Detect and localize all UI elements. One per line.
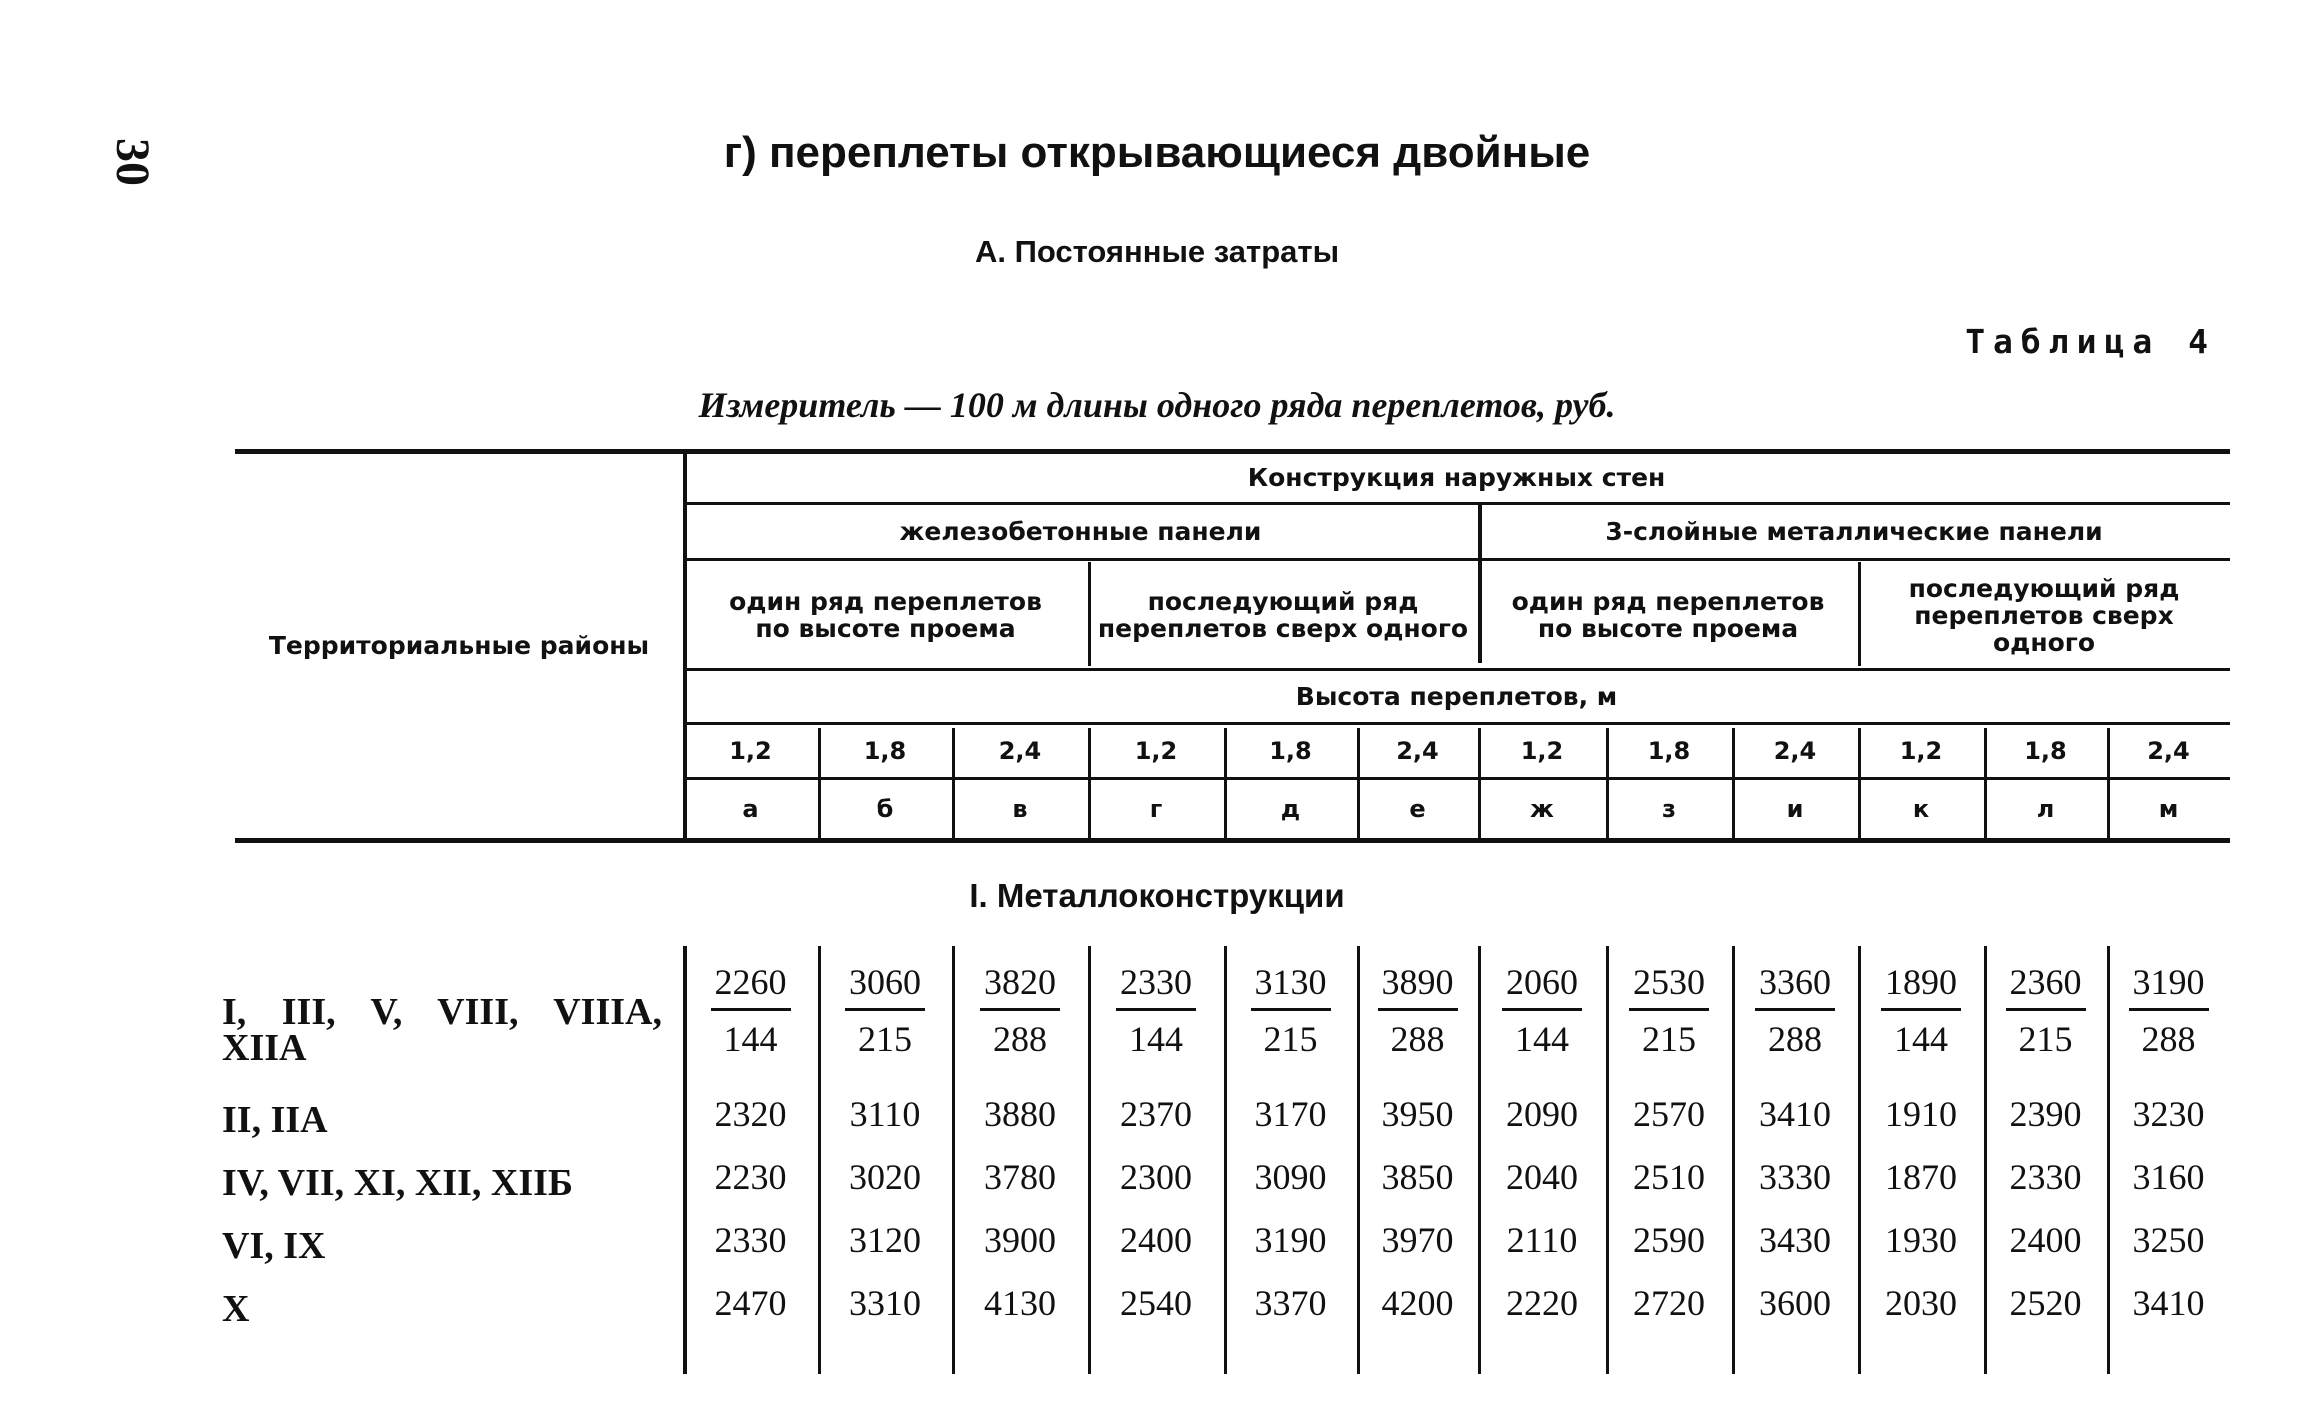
table-cell: 2400 — [2009, 1220, 2082, 1260]
section-title: I. Металлоконструкции — [969, 877, 1345, 914]
table-cell: 3370 — [1254, 1283, 1327, 1323]
row-label-line: XIIA — [222, 1027, 307, 1069]
height-cell: 1,8 — [863, 736, 907, 765]
table-cell: 4200 — [1381, 1283, 1454, 1323]
fraction-numerator: 2260 — [711, 962, 791, 1011]
subheader-1: один ряд переплетов по высоте проема — [729, 587, 1042, 643]
table-cell: 3410 — [2132, 1283, 2205, 1323]
height-cell: 1,2 — [1520, 736, 1564, 765]
table-cell-fraction — [1858, 962, 1984, 1059]
height-cell: 1,8 — [1647, 736, 1691, 765]
fraction-numerator: 3060 — [845, 962, 925, 1011]
table-cell: 3090 — [1254, 1157, 1327, 1197]
fraction-numerator: 2060 — [1502, 962, 1582, 1011]
fraction-denominator: 215 — [2018, 1019, 2073, 1059]
table-cell-fraction — [1088, 962, 1224, 1059]
table-cell: 4130 — [984, 1283, 1056, 1323]
row-label: X — [222, 1288, 250, 1330]
column-letter: а — [742, 794, 759, 823]
table-cell: 2540 — [1120, 1283, 1192, 1323]
column-letter: к — [1912, 794, 1930, 823]
table-cell: 3970 — [1381, 1220, 1454, 1260]
subheader-2: последующий ряд переплетов сверх одного — [1097, 587, 1469, 643]
table-cell: 3900 — [984, 1220, 1056, 1260]
table-cell: 2510 — [1633, 1157, 1705, 1197]
column-letter: з — [1662, 794, 1676, 823]
table-cell: 2090 — [1506, 1094, 1578, 1134]
regions-header: Территориальные районы — [268, 630, 650, 660]
fraction-numerator: 2530 — [1629, 962, 1709, 1011]
height-cell: 1,2 — [1899, 736, 1943, 765]
fraction-denominator: 288 — [993, 1019, 1047, 1059]
page-title: г) переплеты открывающиеся двойные — [723, 128, 1591, 177]
table-cell: 2300 — [1120, 1157, 1192, 1197]
fraction-denominator: 215 — [1263, 1019, 1318, 1059]
fraction-denominator: 288 — [2141, 1019, 2196, 1059]
fraction-denominator: 215 — [1642, 1019, 1696, 1059]
row-label: II, IIA — [222, 1099, 328, 1141]
fraction-denominator: 144 — [1129, 1019, 1183, 1059]
fraction-denominator: 288 — [1390, 1019, 1445, 1059]
walls-header: Конструкция наружных стен — [1247, 462, 1666, 492]
fraction-numerator: 3360 — [1755, 962, 1835, 1011]
height-cell: 1,2 — [1134, 736, 1178, 765]
table-cell-fraction — [818, 962, 952, 1059]
group-header-reinforced-concrete: железобетонные панели — [899, 517, 1262, 546]
height-cell: 2,4 — [2147, 736, 2190, 765]
table-cell: 3600 — [1759, 1283, 1831, 1323]
table-cell: 2590 — [1633, 1220, 1705, 1260]
table-cell: 3950 — [1381, 1094, 1454, 1134]
row-label-line: I, III, V, VIII, VIIIA, — [222, 991, 662, 1033]
table-cell-fraction — [1984, 962, 2107, 1059]
table-cell: 2370 — [1120, 1094, 1192, 1134]
table-cell: 2390 — [2009, 1094, 2082, 1134]
heights-rule — [683, 777, 2230, 780]
table-cell: 2110 — [1506, 1220, 1578, 1260]
table-cell-fraction — [683, 962, 818, 1059]
height-cell: 1,8 — [1269, 736, 1312, 765]
table-cell: 3120 — [849, 1220, 921, 1260]
table-cell-fraction — [952, 962, 1088, 1059]
fraction-numerator: 3890 — [1378, 962, 1458, 1011]
groups-rule — [683, 558, 2230, 561]
page-number: 30 — [106, 138, 159, 186]
fraction-numerator: 3820 — [980, 962, 1060, 1011]
table-cell: 3850 — [1381, 1157, 1454, 1197]
table-cell: 3160 — [2132, 1157, 2205, 1197]
height-cell: 2,4 — [1773, 736, 1817, 765]
table-cell: 2400 — [1120, 1220, 1192, 1260]
table-cell: 2330 — [2009, 1157, 2082, 1197]
table-cell: 1930 — [1885, 1220, 1957, 1260]
fraction-numerator: 3130 — [1251, 962, 1331, 1011]
height-cell: 1,2 — [729, 736, 772, 765]
row-label — [222, 991, 662, 1069]
column-letter: б — [876, 794, 894, 823]
section-subtitle: А. Постоянные затраты — [974, 234, 1340, 269]
fraction-denominator: 144 — [1894, 1019, 1948, 1059]
table-cell-fraction — [1478, 962, 1606, 1059]
table-cell: 1870 — [1885, 1157, 1957, 1197]
table-cell-fraction — [1606, 962, 1732, 1059]
fraction-denominator: 144 — [723, 1019, 778, 1059]
height-cell: 2,4 — [998, 736, 1042, 765]
table-cell-fraction — [1732, 962, 1858, 1059]
column-letter: м — [2158, 794, 2179, 823]
column-letter: и — [1786, 794, 1804, 823]
fraction-denominator: 215 — [858, 1019, 912, 1059]
column-letter: г — [1149, 794, 1163, 823]
unit-caption: Измеритель — 100 м длины одного ряда переплетов, руб. — [698, 385, 1616, 425]
table-label: Таблица 4 — [1965, 322, 2216, 361]
subheader-4: последующий ряд переплетов сверх одного — [1908, 573, 2180, 657]
table-cell: 2720 — [1633, 1283, 1705, 1323]
table-cell: 3880 — [984, 1094, 1056, 1134]
table-cell: 3410 — [1759, 1094, 1831, 1134]
table-cell: 3310 — [849, 1283, 921, 1323]
height-label: Высота переплетов, м — [1295, 681, 1618, 711]
column-letter: в — [1012, 794, 1028, 823]
height-cell: 2,4 — [1396, 736, 1439, 765]
table-cell: 3230 — [2132, 1094, 2205, 1134]
row-label: IV, VII, XI, XII, XIIБ — [222, 1162, 574, 1204]
table-cell: 3430 — [1759, 1220, 1831, 1260]
column-letter: ж — [1530, 794, 1554, 823]
subheader-3: один ряд переплетов по высоте проема — [1511, 587, 1825, 643]
table-cell-fraction — [2107, 962, 2230, 1059]
table-cell: 3020 — [849, 1157, 921, 1197]
fraction-denominator: 144 — [1515, 1019, 1569, 1059]
table-cell: 3330 — [1759, 1157, 1831, 1197]
table-cell: 2030 — [1885, 1283, 1957, 1323]
fraction-denominator: 288 — [1768, 1019, 1822, 1059]
table-cell: 2330 — [714, 1220, 787, 1260]
table-cell: 2570 — [1633, 1094, 1705, 1134]
row-label: VI, IX — [222, 1225, 326, 1267]
table-cell: 2470 — [714, 1283, 787, 1323]
table-cell-fraction — [1357, 962, 1478, 1059]
table-cell: 1910 — [1885, 1094, 1957, 1134]
column-letter: д — [1280, 794, 1301, 823]
table-cell: 3110 — [849, 1094, 921, 1134]
table-head-bottom-rule — [235, 838, 2230, 843]
height-label-rule — [683, 722, 2230, 725]
fraction-numerator: 3190 — [2129, 962, 2209, 1011]
column-letter: е — [1409, 794, 1426, 823]
group-header-metal-panels: 3-слойные металлические панели — [1605, 517, 2103, 546]
table-cell: 2040 — [1506, 1157, 1578, 1197]
fraction-numerator: 2330 — [1116, 962, 1196, 1011]
column-letter: л — [2036, 794, 2055, 823]
height-cell: 1,8 — [2024, 736, 2067, 765]
fraction-numerator: 1890 — [1881, 962, 1961, 1011]
table-cell: 2320 — [714, 1094, 787, 1134]
table-cell: 3250 — [2132, 1220, 2205, 1260]
table-cell: 3190 — [1254, 1220, 1327, 1260]
table-cell: 2220 — [1506, 1283, 1578, 1323]
table-cell: 2520 — [2009, 1283, 2082, 1323]
fraction-numerator: 2360 — [2006, 962, 2086, 1011]
table-cell-fraction — [1224, 962, 1357, 1059]
table-cell: 3780 — [984, 1157, 1056, 1197]
table-cell: 3170 — [1254, 1094, 1327, 1134]
table-cell: 2230 — [714, 1157, 787, 1197]
